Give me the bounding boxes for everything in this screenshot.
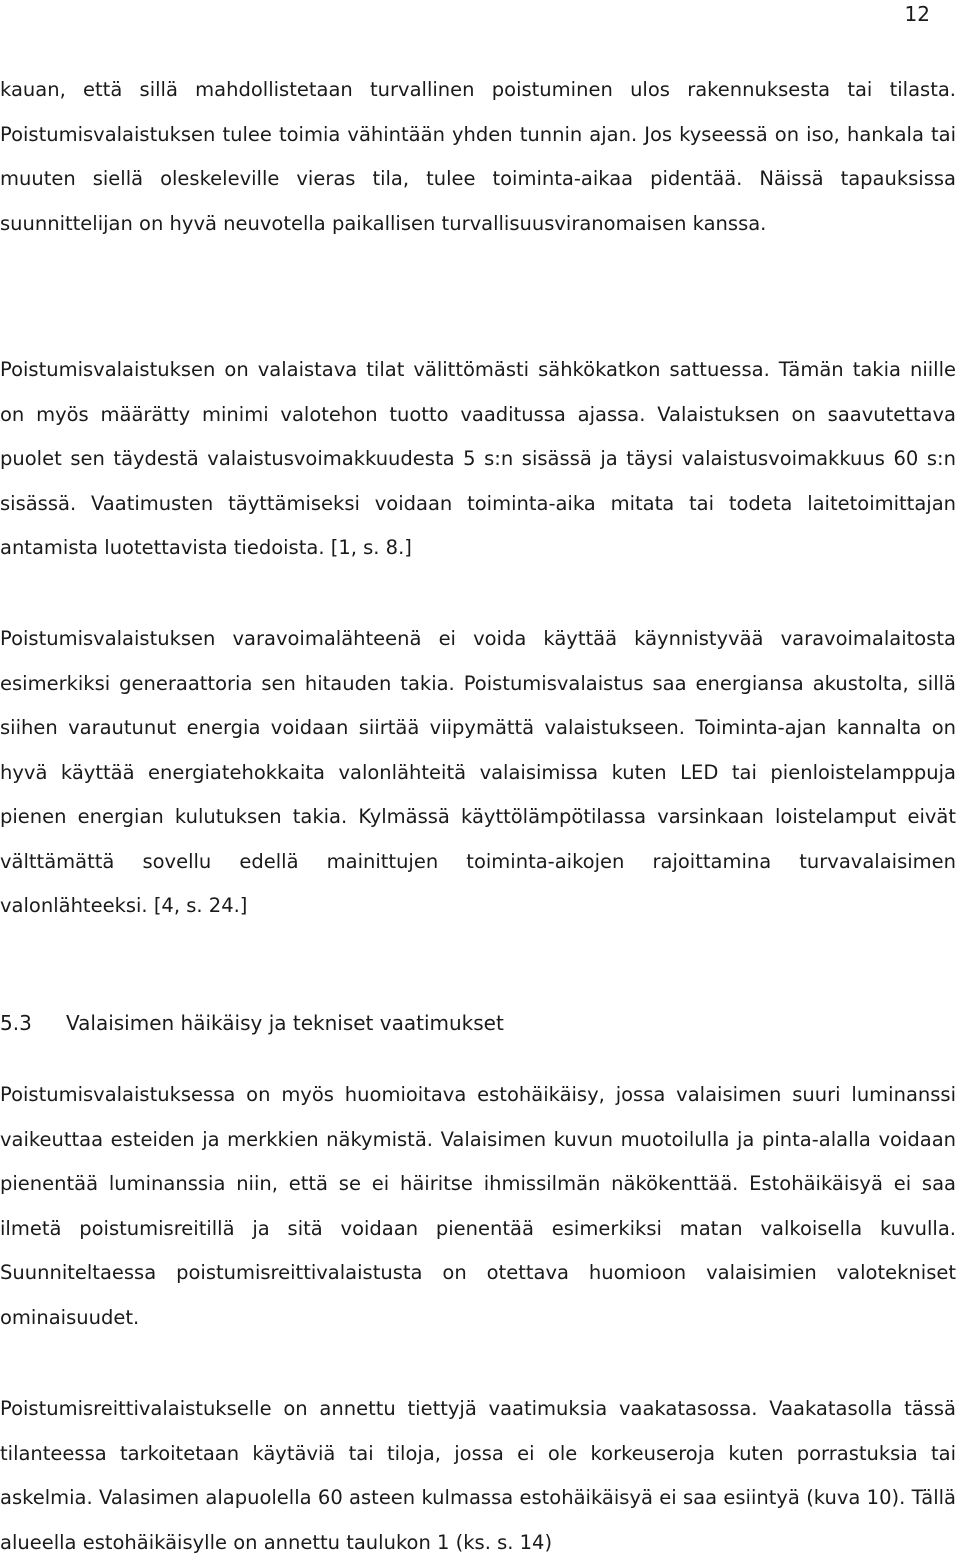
paragraph-horizontal-requirements: Poistumisreittivalaistukselle on annettu tiettyjä vaatimuksia vaakatasossa. Vaakatasolla tässä tilanteessa tarkoitetaan käytäviä tai tiloja, jossa ei ole korkeuseroja kuten porrastuksia tai askelmia. Valasimen alapuolella 60 asteen kulmassa estohäikäisyä ei saa esiintyä (kuva 10). Tällä alueella estohäikäisylle on annettu taulukon 1 (ks. s. 14) xyxy=(0,1397,956,1554)
paragraph-exit-duration: kauan, että sillä mahdollistetaan turvallinen poistuminen ulos rakennuksesta tai tilasta. Poistumisvalaistuksen tulee toimia vähintään yhden tunnin ajan. Jos kyseessä on iso, hankala tai muuten siellä oleskeleville vieras tila, tulee toiminta-aikaa pidentää. Näissä tapauksissa suunnittelijan on hyvä neuvotella paikallisen turvallisuusviranomaisen kanssa. xyxy=(0,78,956,235)
paragraph-power-outage: Poistumisvalaistuksen on valaistava tilat välittömästi sähkökatkon sattuessa. Tämän takia niille on myös määrätty minimi valotehon tuotto vaaditussa ajassa. Valaistuksen on saavutettava puolet sen täydestä valaistusvoimakkuudesta 5 s:n sisässä ja täysi valaistusvoimakkuus 60 s:n sisässä. Vaatimusten täyttämiseksi voidaan toiminta-aika mitata tai todeta laitetoimittajan antamista luotettavista tiedoista. [1, s. 8.] xyxy=(0,358,956,559)
section-heading xyxy=(0,1001,900,1045)
section-number: 5.3 xyxy=(0,1011,32,1035)
page-number: 12 xyxy=(904,2,930,26)
section-title: Valaisimen häikäisy ja tekniset vaatimukset xyxy=(66,1011,504,1035)
paragraph-backup-power: Poistumisvalaistuksen varavoimalähteenä ei voida käyttää käynnistyvää varavoimalaitosta esimerkiksi generaattoria sen hitauden takia. Poistumisvalaistus saa energiansa akustolta, sillä siihen varautunut energia voidaan siirtää viipymättä valaistukseen. Toiminta-ajan kannalta on hyvä käyttää energiatehokkaita valonlähteitä valaisimissa kuten LED tai pienloistelamppuja pienen energian kulutuksen takia. Kylmässä käyttölämpötilassa varsinkaan loistelamput eivät välttämättä sovellu edellä mainittujen toiminta-aikojen rajoittamina turvavalaisimen valonlähteeksi. [4, s. 24.] xyxy=(0,627,956,917)
paragraph-glare: Poistumisvalaistuksessa on myös huomioitava estohäikäisy, jossa valaisimen suuri luminanssi vaikeuttaa esteiden ja merkkien näkymistä. Valaisimen kuvun muotoilulla ja pinta-alalla voidaan pienentää luminanssia niin, että se ei häiritse ihmissilmän näkökenttää. Estohäikäisyä ei saa ilmetä poistumisreitillä ja sitä voidaan pienentää esimerkiksi matan valkoisella kuvulla. Suunniteltaessa poistumisreittivalaistusta on otettava huomioon valaisimien valotekniset ominaisuudet. xyxy=(0,1083,956,1329)
